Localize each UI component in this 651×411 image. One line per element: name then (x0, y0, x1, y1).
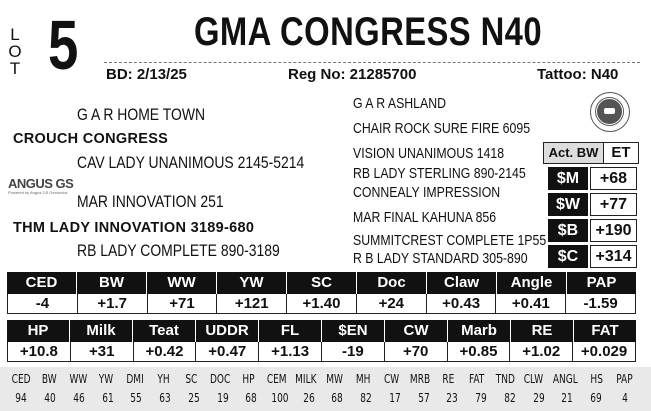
lot-label (6, 26, 24, 77)
birth-date (106, 66, 187, 84)
percentile-value (151, 390, 180, 406)
percentile-header (463, 371, 491, 387)
percentile-value (553, 390, 582, 406)
percentile-value (467, 390, 496, 406)
percentile-header (7, 371, 35, 387)
lot-letter: T (9, 59, 21, 78)
epd-value: +0.42 (134, 342, 197, 362)
percentile-value (294, 390, 323, 406)
epd-header: Angle (497, 272, 567, 294)
percentile-header (548, 371, 583, 387)
epd-header: Doc (357, 272, 427, 294)
percentile-value (438, 390, 467, 406)
percentile-value-text: 23 (446, 390, 459, 405)
epd-header: UDDR (196, 320, 259, 342)
epd-header: HP (7, 320, 70, 342)
percentile-value-text: 29 (532, 390, 545, 405)
act-bw-value: ET (603, 142, 639, 164)
percentile-value-text: 40 (44, 390, 56, 405)
epd-header: FAT (574, 320, 636, 342)
percentile-header (406, 371, 434, 387)
pedigree-right-line: RB LADY STERLING 890-2145 (353, 165, 526, 182)
epd-header: WW (147, 272, 217, 294)
percentile-values (7, 390, 639, 406)
epd-value: -4 (7, 294, 78, 314)
registration-number (288, 66, 416, 84)
dam-sire: MAR INNOVATION 251 (77, 192, 224, 211)
lot-number: 5 (48, 6, 79, 84)
animal-name: GMA CONGRESS N40 (194, 10, 542, 54)
epd-value: +24 (357, 294, 427, 314)
percentile-header-text: YH (157, 371, 170, 386)
epd-row2-headers (7, 320, 636, 342)
epd-value: +0.85 (448, 342, 511, 362)
percentile-header-text: RE (442, 371, 455, 386)
percentile-value-text: 61 (101, 390, 114, 405)
percentile-value (352, 390, 381, 406)
sire-sire: G A R HOME TOWN (77, 105, 206, 124)
reg-label: Reg No: (288, 66, 346, 83)
sire: CROUCH CONGRESS (13, 131, 169, 147)
percentile-value (64, 390, 93, 406)
epd-header: Teat (133, 320, 196, 342)
percentile-header (321, 371, 349, 387)
epd-header: FL (259, 320, 322, 342)
epd-value: +71 (148, 294, 218, 314)
epd-header: $EN (322, 320, 385, 342)
percentile-value (323, 390, 352, 406)
percentile-value (409, 390, 438, 406)
index-value-c: +314 (590, 245, 637, 268)
index-value-m: +68 (590, 167, 637, 190)
epd-row1-values (7, 294, 636, 314)
lot-letter: L (10, 25, 20, 44)
epd-row2-values (7, 342, 636, 362)
epd-value: +0.43 (427, 294, 497, 314)
epd-value: +1.7 (78, 294, 148, 314)
epd-value: +0.41 (496, 294, 566, 314)
percentile-header (263, 371, 291, 387)
percentile-header-text: MILK (295, 371, 317, 386)
percentile-value (524, 390, 553, 406)
percentile-value (36, 390, 65, 406)
percentile-value (7, 390, 36, 406)
epd-value: +10.8 (7, 342, 71, 362)
percentile-value (381, 390, 410, 406)
epd-value: +70 (385, 342, 448, 362)
divider (104, 62, 640, 63)
epd-header: SC (287, 272, 357, 294)
percentile-header (234, 371, 262, 387)
epd-header: Milk (70, 320, 133, 342)
percentile-headers (7, 371, 639, 387)
percentile-header-text: WW (69, 371, 87, 386)
percentile-header (35, 371, 63, 387)
percentile-value (582, 390, 611, 406)
pedigree-right-line: CONNEALY IMPRESSION (353, 184, 501, 201)
percentile-header-text: CED (11, 371, 31, 386)
percentile-value (610, 390, 639, 406)
percentile-header (291, 371, 321, 387)
percentile-header (206, 371, 234, 387)
percentile-header-text: BW (42, 371, 57, 386)
act-bw-label: Act. BW (543, 142, 604, 164)
percentile-value-text: 82 (504, 390, 516, 405)
percentile-value-text: 26 (302, 390, 315, 405)
index-label-m: $M (548, 167, 588, 190)
epd-header: CW (385, 320, 448, 342)
percentile-header (92, 371, 120, 387)
index-label-b: $B (548, 219, 588, 242)
percentile-value-text: 100 (271, 390, 289, 405)
epd-header: BW (77, 272, 147, 294)
index-label-c: $C (548, 245, 588, 268)
pedigree-right-line: MAR FINAL KAHUNA 856 (353, 209, 497, 226)
percentile-header-text: MRB (409, 371, 431, 386)
pedigree-right-line: R B LADY STANDARD 305-890 (353, 250, 528, 267)
index-value-w: +77 (590, 193, 637, 216)
percentile-value-text: 82 (360, 390, 372, 405)
percentile-header (377, 371, 405, 387)
index-value-b: +190 (590, 219, 637, 242)
lot-letter: O (8, 42, 22, 61)
percentile-header-text: DMI (126, 371, 144, 386)
percentile-header-text: HS (590, 371, 603, 386)
percentile-value-text: 69 (590, 390, 602, 405)
percentile-value (93, 390, 122, 406)
percentile-header-text: ANGL (552, 371, 578, 386)
dam: THM LADY INNOVATION 3189-680 (13, 220, 255, 236)
percentile-value-text: 21 (561, 390, 574, 405)
percentile-value-text: 94 (15, 390, 28, 405)
percentile-header-text: CLW (523, 371, 544, 386)
bd-label: BD: (106, 66, 133, 83)
percentile-header (149, 371, 177, 387)
association-seal-icon (590, 92, 630, 132)
angus-logo-text: ANGUS GS (8, 176, 74, 191)
epd-value: -1.59 (566, 294, 636, 314)
percentile-header (64, 371, 92, 387)
percentile-header (519, 371, 547, 387)
epd-header: CED (7, 272, 77, 294)
tattoo-value: N40 (590, 66, 619, 83)
angus-logo-tagline: Powered by Angus GS Genomics (8, 190, 68, 195)
epd-row1-headers (7, 272, 636, 294)
percentile-header-text: MW (326, 371, 344, 386)
percentile-value-text: 4 (621, 390, 628, 405)
epd-value: +1.02 (510, 342, 573, 362)
percentile-header-text: PAP (616, 371, 634, 386)
percentile-header (491, 371, 519, 387)
percentile-value-text: 19 (216, 390, 229, 405)
percentile-header-text: SC (185, 371, 198, 386)
epd-header: PAP (567, 272, 636, 294)
percentile-header-text: TND (495, 371, 515, 386)
percentile-header-text: CEM (266, 371, 287, 386)
dam-dam: RB LADY COMPLETE 890-3189 (77, 241, 280, 260)
reg-value: 21285700 (349, 66, 417, 83)
percentile-header (611, 371, 639, 387)
percentile-header (582, 371, 610, 387)
percentile-header-text: YW (99, 371, 114, 386)
epd-value: +31 (71, 342, 134, 362)
percentile-value (122, 390, 151, 406)
percentile-header (434, 371, 462, 387)
epd-header: YW (217, 272, 287, 294)
epd-value: +0.47 (196, 342, 259, 362)
pedigree-right-line: SUMMITCREST COMPLETE 1P55 (353, 232, 547, 249)
percentile-header-text: CW (383, 371, 400, 386)
percentile-value (208, 390, 237, 406)
percentile-value-text: 55 (130, 390, 143, 405)
percentile-value (179, 390, 208, 406)
percentile-value-text: 46 (73, 390, 85, 405)
percentile-value-text: 79 (475, 390, 487, 405)
epd-header: RE (511, 320, 574, 342)
bd-value: 2/13/25 (136, 66, 187, 83)
percentile-header (349, 371, 377, 387)
percentile-value (237, 390, 266, 406)
pedigree-right-line: VISION UNANIMOUS 1418 (353, 145, 505, 162)
percentile-value (495, 390, 524, 406)
epd-header: Marb (448, 320, 511, 342)
percentile-value-text: 57 (417, 390, 430, 405)
angus-gs-logo (8, 176, 73, 195)
epd-value: +121 (217, 294, 287, 314)
percentile-value-text: 25 (188, 390, 200, 405)
percentile-value-text: 17 (389, 390, 401, 405)
epd-value: +1.13 (259, 342, 322, 362)
epd-value: +0.029 (573, 342, 636, 362)
pedigree-right-line: CHAIR ROCK SURE FIRE 6095 (353, 120, 531, 137)
sire-dam: CAV LADY UNANIMOUS 2145-5214 (77, 153, 305, 172)
percentile-header-text: FAT (469, 371, 485, 386)
percentile-value (266, 390, 295, 406)
tattoo-label: Tattoo: (537, 66, 587, 83)
percentile-header-text: HP (242, 371, 255, 386)
pedigree-right-line: G A R ASHLAND (353, 95, 446, 112)
percentile-header (121, 371, 149, 387)
epd-header: Claw (427, 272, 497, 294)
tattoo (537, 66, 618, 84)
percentile-value-text: 68 (331, 390, 344, 405)
percentile-header (177, 371, 205, 387)
percentile-header-text: MH (355, 371, 371, 386)
index-label-w: $W (548, 193, 588, 216)
epd-value: +1.40 (287, 294, 357, 314)
percentile-value-text: 63 (159, 390, 171, 405)
percentile-header-text: DOC (209, 371, 231, 386)
percentile-value-text: 68 (245, 390, 257, 405)
epd-value: -19 (322, 342, 385, 362)
